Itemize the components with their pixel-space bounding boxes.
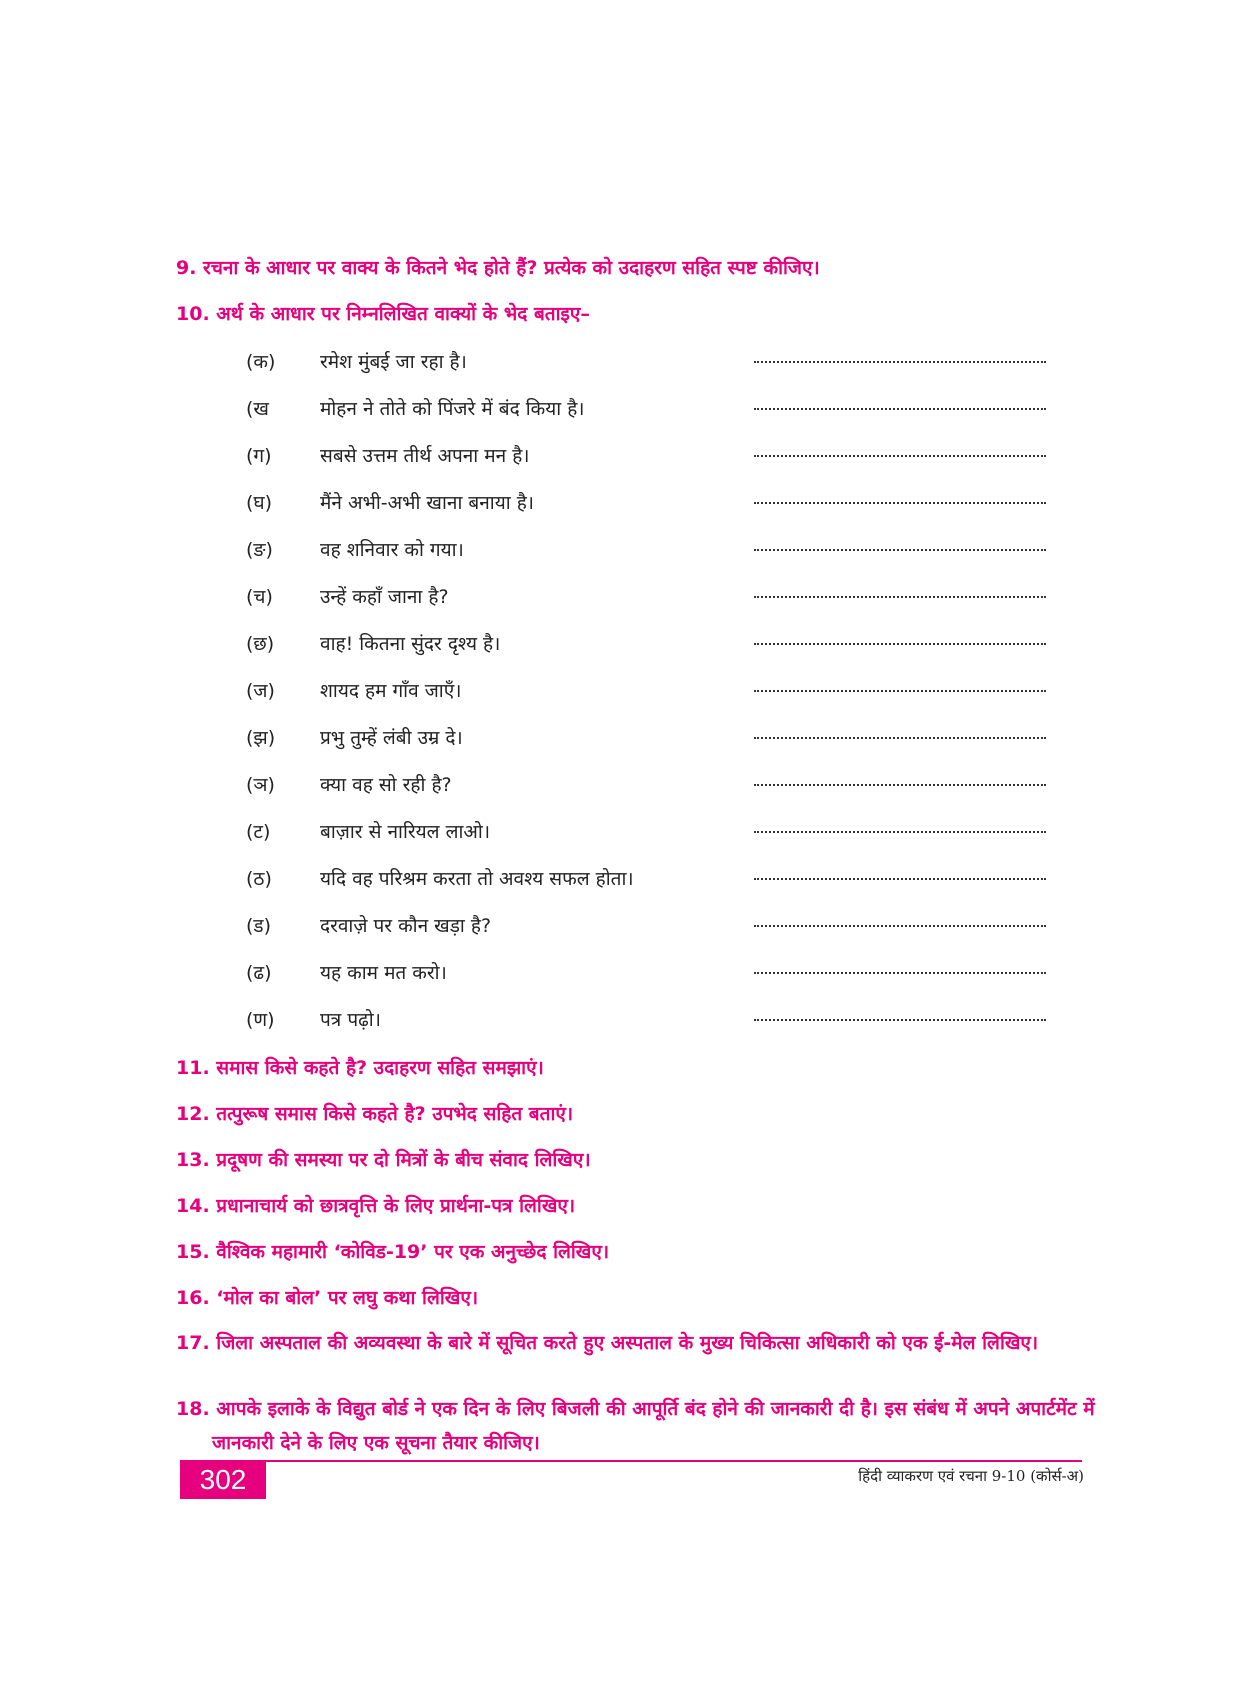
item-sentence: उन्हें कहाँ जाना है? bbox=[320, 586, 449, 608]
answer-blank[interactable] bbox=[754, 1019, 1046, 1021]
list-item bbox=[246, 533, 1046, 567]
item-label: (ज) bbox=[246, 680, 275, 702]
answer-blank[interactable] bbox=[754, 878, 1046, 880]
item-sentence: मैंने अभी-अभी खाना बनाया है। bbox=[320, 492, 534, 514]
list-item bbox=[246, 862, 1046, 896]
list-item bbox=[246, 721, 1046, 755]
item-sentence: शायद हम गाँव जाएँ। bbox=[320, 680, 462, 702]
answer-blank[interactable] bbox=[754, 831, 1046, 833]
page-number: 302 bbox=[180, 1461, 266, 1499]
item-label: (घ) bbox=[246, 492, 273, 514]
question-13: 13. प्रदूषण की समस्या पर दो मित्रों के बीच संवाद लिखिए। bbox=[176, 1149, 591, 1171]
item-label: (ञ) bbox=[246, 774, 275, 796]
item-sentence: प्रभु तुम्हें लंबी उम्र दे। bbox=[320, 727, 463, 749]
question-12: 12. तत्पुरूष समास किसे कहते है? उपभेद सहित बताएं। bbox=[176, 1103, 574, 1125]
list-item bbox=[246, 815, 1046, 849]
question-11: 11. समास किसे कहते है? उदाहरण सहित समझाएं। bbox=[176, 1057, 544, 1079]
item-label: (क) bbox=[246, 351, 276, 373]
list-item bbox=[246, 627, 1046, 661]
question-16: 16. ‘मोल का बोल’ पर लघु कथा लिखिए। bbox=[176, 1287, 479, 1309]
answer-blank[interactable] bbox=[754, 737, 1046, 739]
list-item bbox=[246, 956, 1046, 990]
item-sentence: पत्र पढ़ो। bbox=[320, 1009, 381, 1031]
answer-blank[interactable] bbox=[754, 972, 1046, 974]
item-sentence: मोहन ने तोते को पिंजरे में बंद किया है। bbox=[320, 398, 585, 420]
item-sentence: रमेश मुंबई जा रहा है। bbox=[320, 351, 467, 373]
answer-blank[interactable] bbox=[754, 361, 1046, 363]
list-item bbox=[246, 768, 1046, 802]
item-label: (ठ) bbox=[246, 868, 272, 890]
question-17: 17. जिला अस्पताल की अव्यवस्था के बारे में सूचित करते हुए अस्पताल के मुख्य चिकित्सा अधिकारी को एक ई-मेल लिखिए। bbox=[176, 1332, 1039, 1354]
list-item bbox=[246, 486, 1046, 520]
item-sentence: दरवाज़े पर कौन खड़ा है? bbox=[320, 915, 492, 937]
question-18: 18. आपके इलाके के विद्युत बोर्ड ने एक दिन के लिए बिजली की आपूर्ति बंद होने की जानकारी दी है। इस संबंध में अपने अपार्टमेंट में जानकारी देने के लिए एक सूचना तैयार कीजिए। bbox=[176, 1398, 1095, 1454]
answer-blank[interactable] bbox=[754, 596, 1046, 598]
list-item bbox=[246, 1003, 1046, 1037]
answer-blank[interactable] bbox=[754, 925, 1046, 927]
item-sentence: यह काम मत करो। bbox=[320, 962, 447, 984]
item-sentence: यदि वह परिश्रम करता तो अवश्य सफल होता। bbox=[320, 868, 634, 890]
item-label: (ख bbox=[246, 398, 269, 420]
question-10: 10. अर्थ के आधार पर निम्नलिखित वाक्यों के भेद बताइए– bbox=[176, 303, 590, 325]
item-label: (ट) bbox=[246, 821, 271, 843]
item-label: (छ) bbox=[246, 633, 275, 655]
answer-blank[interactable] bbox=[754, 690, 1046, 692]
list-item bbox=[246, 439, 1046, 473]
item-label: (ढ) bbox=[246, 962, 272, 984]
item-sentence: वह शनिवार को गया। bbox=[320, 539, 464, 561]
item-label: (ण) bbox=[246, 1009, 275, 1031]
item-label: (झ) bbox=[246, 727, 276, 749]
answer-blank[interactable] bbox=[754, 502, 1046, 504]
question-14: 14. प्रधानाचार्य को छात्रवृत्ति के लिए प्रार्थना-पत्र लिखिए। bbox=[176, 1195, 576, 1217]
item-sentence: सबसे उत्तम तीर्थ अपना मन है। bbox=[320, 445, 530, 467]
answer-blank[interactable] bbox=[754, 408, 1046, 410]
item-sentence: क्या वह सो रही है? bbox=[320, 774, 452, 796]
book-title: हिंदी व्याकरण एवं रचना 9-10 (कोर्स-अ) bbox=[858, 1467, 1084, 1485]
list-item bbox=[246, 674, 1046, 708]
answer-blank[interactable] bbox=[754, 643, 1046, 645]
item-sentence: बाज़ार से नारियल लाओ। bbox=[320, 821, 491, 843]
question-15: 15. वैश्विक महामारी ‘कोविड-19’ पर एक अनुच्छेद लिखिए। bbox=[176, 1241, 610, 1263]
list-item bbox=[246, 580, 1046, 614]
answer-blank[interactable] bbox=[754, 549, 1046, 551]
list-item bbox=[246, 345, 1046, 379]
item-label: (ङ) bbox=[246, 539, 273, 561]
item-sentence: वाह! कितना सुंदर दृश्य है। bbox=[320, 633, 501, 655]
footer-rule bbox=[180, 1460, 1082, 1462]
list-item bbox=[246, 392, 1046, 426]
question-9: 9. रचना के आधार पर वाक्य के कितने भेद होते हैं? प्रत्येक को उदाहरण सहित स्पष्ट कीजिए। bbox=[176, 257, 820, 279]
answer-blank[interactable] bbox=[754, 455, 1046, 457]
answer-blank[interactable] bbox=[754, 784, 1046, 786]
item-label: (ड) bbox=[246, 915, 271, 937]
item-label: (च) bbox=[246, 586, 273, 608]
item-label: (ग) bbox=[246, 445, 272, 467]
list-item bbox=[246, 909, 1046, 943]
